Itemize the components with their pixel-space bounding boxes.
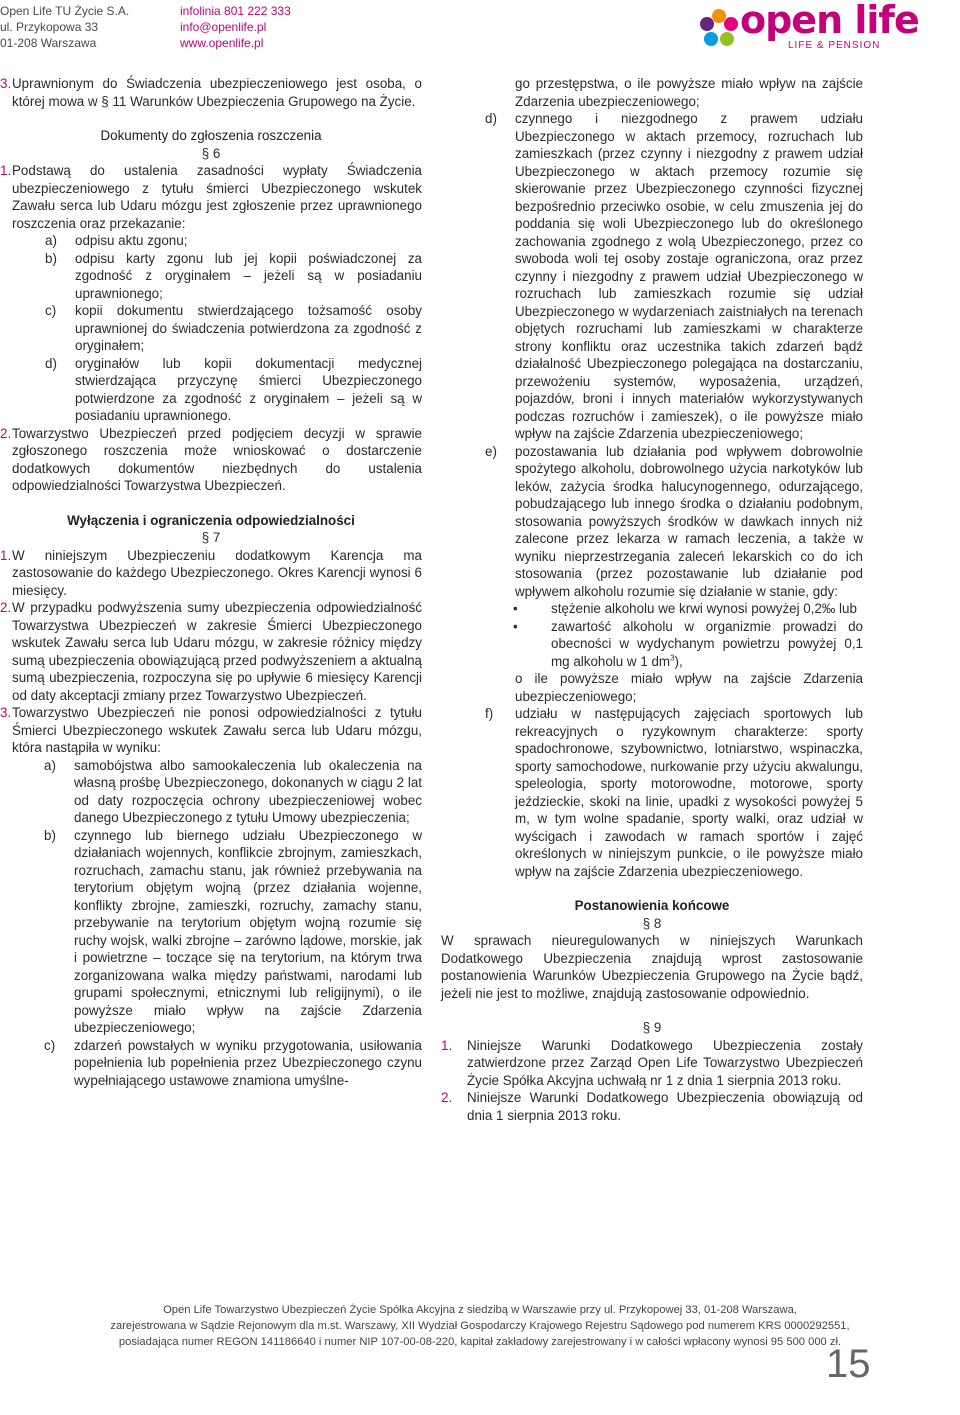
- list-item: 2. Niniejsze Warunki Dodatkowego Ubezpieczenia obowiązują od dnia 1 sierpnia 2013 roku.: [441, 1090, 863, 1123]
- logo-wordmark: open life: [740, 0, 919, 42]
- list-item: a) samobójstwa albo samookaleczenia lub okaleczenia na własną prośbę Ubezpieczonego, dokonanych w ciągu 2 lat od daty rozpoczęcia ochrony ubezpieczeniowej wobec danego Ubezpieczonego z tytułu Umowy ubezpieczenia;: [44, 757, 422, 825]
- list-item: 2. W przypadku podwyższenia sumy ubezpieczenia odpowiedzialność Towarzystwa Ubezpieczeń w zakresie Śmierci Ubezpieczonego wskutek Zawału serca lub Udaru mózgu, w zakresie różnicy między sumą ubezpieczenia obowiązującą przed podwyższeniem a aktualną sumą ubezpieczenia, rozpoczyna się po upływie 6 miesięcy Karencji od daty akceptacji zmiany przez Towarzystwo Ubezpieczeń.: [0, 600, 422, 703]
- bullet-item: • zawartość alkoholu w organizmie prowadzi do obecności w wydychanym powietrzu powyżej 0,1 mg alkoholu w 1 $dm^3$),: [513, 618, 863, 669]
- list-item: 2. Towarzystwo Ubezpieczeń przed podjęciem decyzji w sprawie zgłoszonego roszczenia może wnioskować o dostarczenie dodatkowych dokumentów niezbędnych do ustalenia odpowiedzialności Towarzystwa Ubezpieczeń.: [0, 425, 422, 493]
- logo-tagline: LIFE & PENSION: [788, 40, 881, 51]
- company-contact: [180, 3, 291, 51]
- list-item: a) odpisu aktu zgonu;: [45, 233, 188, 248]
- footer-line: posiadająca numer REGON 141186640 i numer NIP 107-00-08-220, kapitał zakładowy zarejestrowany i w całości wpłacony wynosi 95 500 000 zł.: [118, 1336, 842, 1348]
- paragraph: W sprawach nieuregulowanych w niniejszych Warunkach Dodatkowego Ubezpieczenia znajdują wprost zastosowanie postanowienia Warunków Ubezpieczenia Grupowego na Życie bądź, jeżeli nie jest to możliwe, znajdują zastosowanie odpowiednio.: [441, 933, 863, 1001]
- list-item: 1. W niniejszym Ubezpieczeniu dodatkowym Karencja ma zastosowanie do każdego Ubezpieczonego. Okres Karencji wynosi 6 miesięcy.: [0, 547, 422, 598]
- page-header: [0, 0, 960, 60]
- list-item-continuation: o ile powyższe miało wpływ na zajście Zdarzenia ubezpieczeniowego;: [515, 671, 863, 704]
- footer-line: zarejestrowana w Sądzie Rejonowym dla m.st. Warszawy, XII Wydział Gospodarczy Krajowego Rejestru Sądowego pod numerem KRS 0000292551,: [110, 1320, 850, 1332]
- page-footer: [0, 1302, 960, 1350]
- section-heading: Postanowienia końcowe: [574, 898, 730, 913]
- list-item: e) pozostawania lub działania pod wpływem dobrowolnie spożytego alkoholu, dobrowolnego użycia narkotyków lub leków, zażycia środka halucynogennego, odurzającego, pobudzającego lub innego środka o działaniu podobnym, stosowania powyższych środków w dawkach innych niż zalecone przez lekarza w ramach leczenia, a także w wyniku nieprzestrzegania zaleceń lekarskich co do ich stosowania (przez pozostawanie lub działanie pod wpływem alkoholu rozumie się działanie w stanie, gdy:: [485, 443, 863, 599]
- hotline-number: infolinia 801 222 333: [180, 4, 291, 18]
- company-street: ul. Przykopowa 33: [0, 20, 99, 34]
- list-item: 1. Podstawą do ustalenia zasadności wypłaty Świadczenia ubezpieczeniowego z tytułu śmierci Ubezpieczonego wskutek Zawału serca lub Udaru mózgu jest zgłoszenie przez uprawnionego roszczenia oraz przekazanie:: [0, 163, 422, 231]
- bullet-item: • stężenie alkoholu we krwi wynosi powyżej 0,2‰ lub: [513, 601, 857, 616]
- paragraph-number: § 6: [201, 145, 221, 161]
- company-name: Open Life TU Życie S.A.: [0, 4, 130, 18]
- list-item: 1. Niniejsze Warunki Dodatkowego Ubezpieczenia zostały zatwierdzone przez Zarząd Open Life Towarzystwo Ubezpieczeń Życie Spółka Akcyjna uchwałą nr 1 z dnia 1 sierpnia 2013 roku.: [441, 1037, 863, 1088]
- list-item: 3. Uprawnionym do Świadczenia ubezpieczeniowego jest osoba, o której mowa w § 11 Warunków Ubezpieczenia Grupowego na Życie.: [0, 76, 422, 109]
- paragraph-number: § 9: [642, 1020, 662, 1035]
- left-column: [0, 75, 422, 1089]
- list-item: f) udziału w następujących zajęciach sportowych lub rekreacyjnych o ryzykownym charakterze: sporty spadochronowe, szybownictwo, lotniarstwo, wspinaczka, sporty samochodowe, nurkowanie przy użyciu akwalungu, speleologia, sporty motorowodne, motorowe, sporty jeździeckie, skoki na linie, upadki z wysokości powyżej 5 m, w tym wolne spadanie, sporty walki, oraz udział w wyścigach i zawodach w ramach sportów i zajęć określonych w niniejszym punkcie, o ile powyższe miało wpływ na zajście Zdarzenia ubezpieczeniowego.: [485, 706, 863, 879]
- list-item-continuation: go przestępstwa, o ile powyższe miało wpływ na zajście Zdarzenia ubezpieczeniowego;: [515, 76, 863, 109]
- list-item: b) odpisu karty zgonu lub jej kopii poświadczonej za zgodność z oryginałem – jeżeli są w posiadaniu uprawnionego;: [45, 250, 422, 301]
- paragraph-number: § 8: [642, 915, 662, 931]
- section-heading: Wyłączenia i ograniczenia odpowiedzialności: [67, 512, 355, 528]
- website-link[interactable]: www.openlife.pl: [180, 36, 264, 50]
- email-link[interactable]: info@openlife.pl: [180, 20, 267, 34]
- page-number: 15: [826, 1342, 871, 1386]
- list-item: c) zdarzeń powstałych w wyniku przygotowania, usiłowania popełnienia lub popełnienia przez Ubezpieczonego czynu wypełniającego ustawowe znamiona umyślne-: [44, 1037, 422, 1088]
- section-heading: Dokumenty do zgłoszenia roszczenia: [100, 128, 322, 143]
- list-item: 3. Towarzystwo Ubezpieczeń nie ponosi odpowiedzialności z tytułu Śmierci Ubezpieczonego wskutek Zawału serca lub Udaru mózgu, która nastąpiła w wyniku:: [0, 705, 422, 755]
- list-item: c) kopii dokumentu stwierdzającego tożsamość osoby uprawnionej do świadczenia potwierdzona za zgodność z oryginałem;: [45, 303, 422, 353]
- paragraph-number: § 7: [201, 530, 221, 545]
- open-life-logo: [696, 0, 919, 54]
- list-item: d) czynnego i niezgodnego z prawem udziału Ubezpieczonego w aktach przemocy, rozruchach lub zamieszkach (przez czynny i niezgodny z prawem udział Ubezpieczonego w aktach przemocy rozumie się skierowanie przez Ubezpieczonego czynności fizycznej bezpośrednio przeciwko osobie, w celu zmuszenia jej do poddania się woli Ubezpieczonego lub do określonego zachowania zgodnego z wolą Ubezpieczonego, przez co swoboda woli tej osoby zostaje ograniczona, oraz przez czynny i niezgodny z prawem udział Ubezpieczonego w rozruchach lub zamieszkach rozumie się udział Ubezpieczonego w wydarzeniach zaistniałych na terenach objętych rozruchami lub zamieszkami w charakterze strony konfliktu oraz uczestnika takich zdarzeń bądź działalność Ubezpieczonego polegająca na dostarczaniu, przewożeniu systemów, wyposażenia, urządzeń, pojazdów, broni i innych materiałów wykorzystywanych podczas rozruchów i zamieszek), o ile powyższe miało wpływ na zajście Zdarzenia ubezpieczeniowego;: [485, 111, 863, 441]
- footer-line: Open Life Towarzystwo Ubezpieczeń Życie Spółka Akcyjna z siedzibą w Warszawie przy ul. Przykopowej 33, 01-208 Warszawa,: [163, 1304, 797, 1316]
- list-item: d) oryginałów lub kopii dokumentacji medycznej stwierdzająca przyczynę śmierci Ubezpieczonego potwierdzone za zgodność z oryginałem – jeżeli są w posiadaniu uprawnionego.: [45, 355, 422, 423]
- right-column: [441, 75, 863, 1124]
- list-item: b) czynnego lub biernego udziału Ubezpieczonego w działaniach wojennych, konflikcie zbrojnym, zamieszkach, rozruchach, zamachu stanu, jak również przebywania na terytorium objętym wojną (przez działania wojenne, konflikty zbrojne, zamieszki, rozruchy, zamachy stanu, przebywanie na terytorium objętym wojną rozumie się ruchy wojsk, walki zbrojne – zarówno lądowe, morskie, jak i powietrzne – toczące się na terytorium, na którym trwa zorganizowana walka między państwami, narodami lub grupami społecznymi, etnicznymi lub religijnymi), o ile powyższe miało wpływ na zajście Zdarzenia ubezpieczeniowego;: [44, 827, 422, 1035]
- company-city: 01-208 Warszawa: [0, 36, 97, 50]
- company-address: [0, 3, 129, 51]
- flower-logo-icon: [696, 6, 742, 52]
